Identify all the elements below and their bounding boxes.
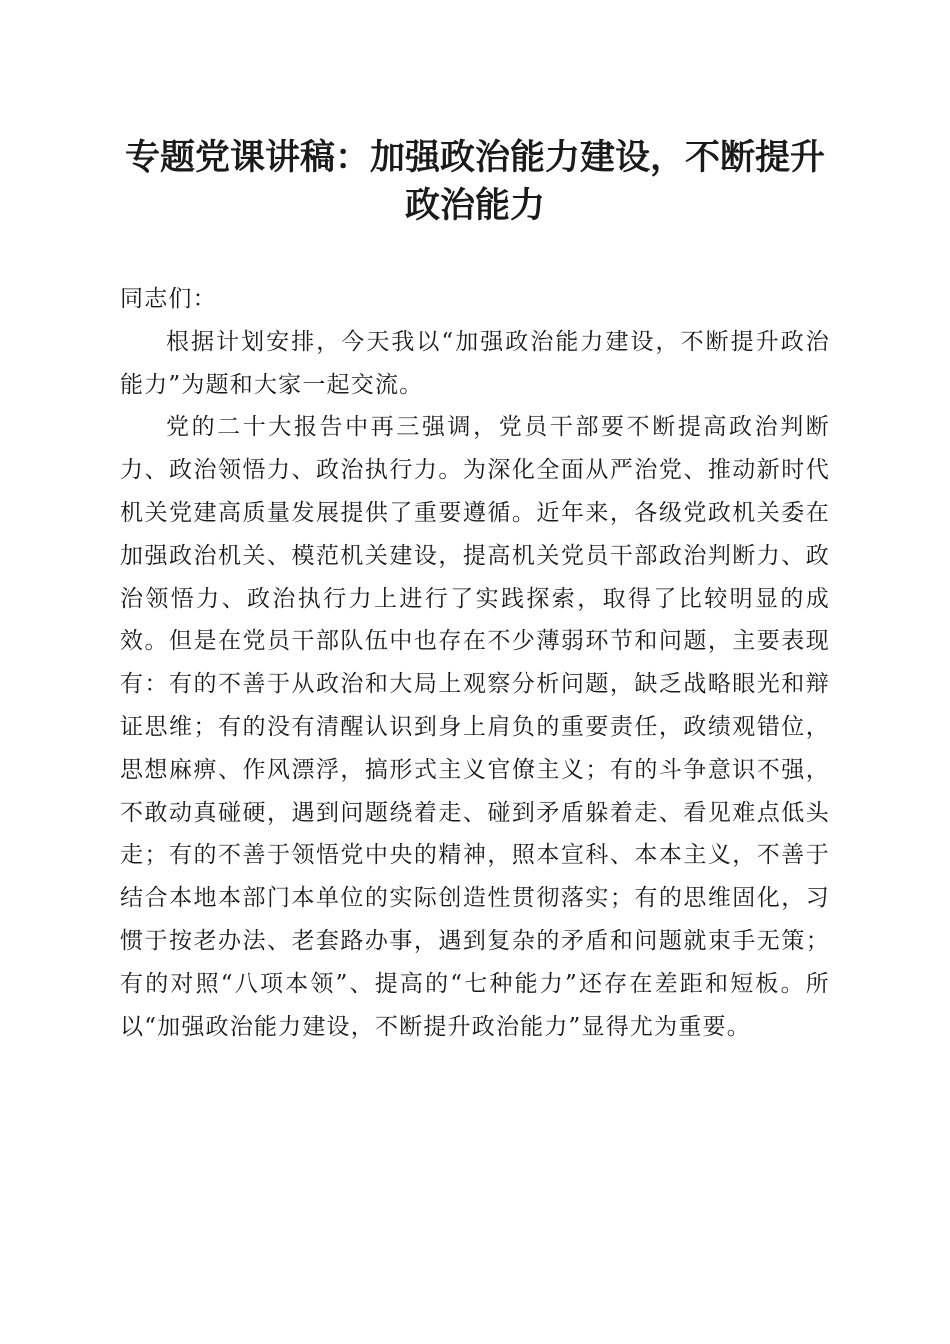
document-body [120, 278, 830, 1048]
document-title [100, 134, 850, 230]
title-line-2: 政治能力 [404, 185, 545, 226]
title-line-1: 专题党课讲稿：加强政治能力建设，不断提升 [124, 137, 825, 178]
paragraph-main: 党的二十大报告中再三强调，党员干部要不断提高政治判断力、政治领悟力、政治执行力。为深化全面从严治党、推动新时代机关党建高质量发展提供了重要遵循。近年来，各级党政机关委在加强政治机关、模范机关建设，提高机关党员干部政治判断力、政治领悟力、政治执行力上进行了实践探索，取得了比较明显的成效。但是在党员干部队伍中也存在不少薄弱环节和问题，主要表现有：有的不善于从政治和大局上观察分析问题，缺乏战略眼光和辩证思维；有的没有清醒认识到身上肩负的重要责任，政绩观错位，思想麻痹、作风漂浮，搞形式主义官僚主义；有的斗争意识不强，不敢动真碰硬，遇到问题绕着走、碰到矛盾躲着走、看见难点低头走；有的不善于领悟党中央的精神，照本宣科、本本主义，不善于结合本地本部门本单位的实际创造性贯彻落实；有的思维固化，习惯于按老办法、老套路办事，遇到复杂的矛盾和问题就束手无策；有的对照“八项本领”、提高的“七种能力”还存在差距和短板。所以“加强政治能力建设，不断提升政治能力”显得尤为重要。 [120, 414, 830, 1040]
paragraph-intro: 根据计划安排，今天我以“加强政治能力建设，不断提升政治能力”为题和大家一起交流。 [120, 328, 830, 398]
salutation: 同志们： [120, 286, 217, 312]
